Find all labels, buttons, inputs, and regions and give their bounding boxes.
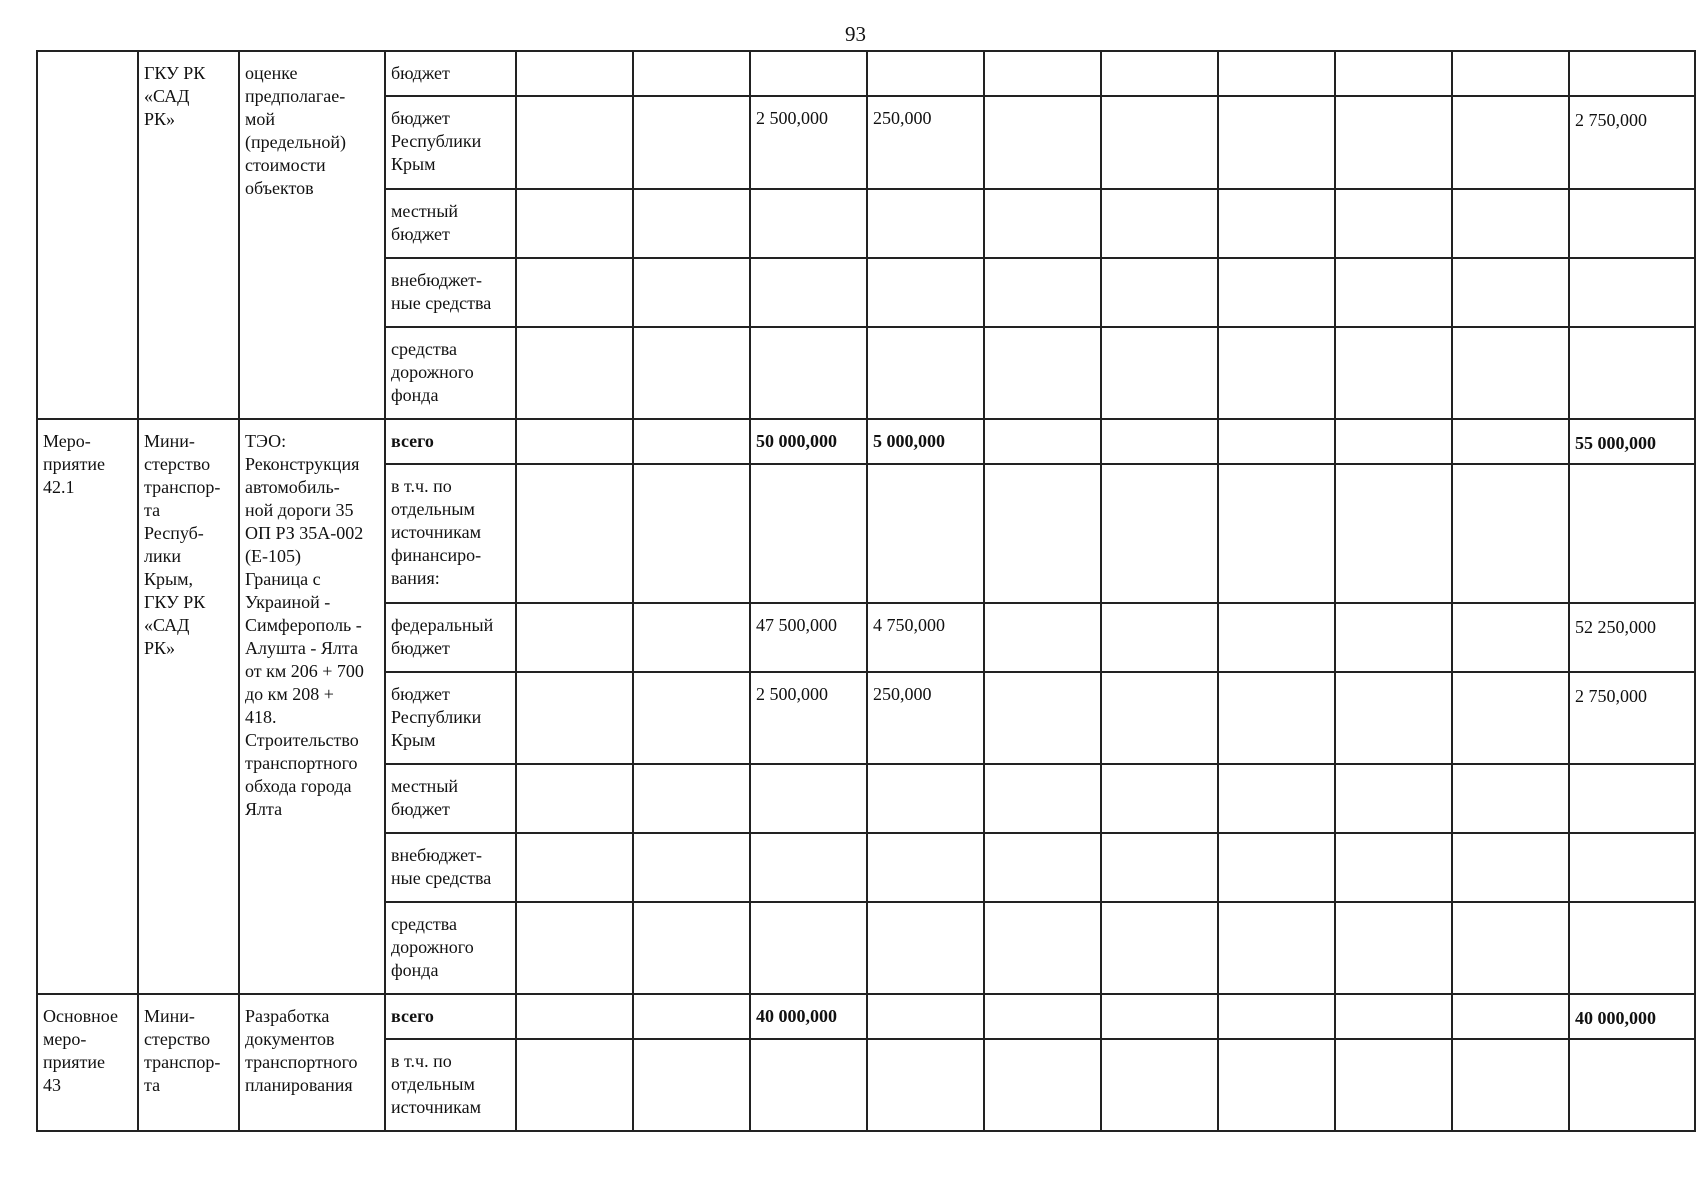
amount-cell: 250,000: [867, 96, 984, 189]
amount-cell: 250,000: [867, 672, 984, 764]
total-cell: 2 750,000: [1569, 96, 1695, 189]
amount-cell: 47 500,000: [750, 603, 867, 672]
event-name-cell: [239, 51, 385, 419]
total-cell: 2 750,000: [1569, 672, 1695, 764]
table-row: [37, 419, 1695, 464]
funding-source-cell: всего: [385, 994, 516, 1039]
event-number-cell: [37, 51, 138, 419]
executor-line: «САД: [144, 86, 190, 106]
amount-cell: 2 500,000: [750, 96, 867, 189]
budget-table: [36, 50, 1696, 1132]
funding-source-cell: федеральный бюджет: [385, 603, 516, 672]
table-row: [37, 51, 1695, 96]
amount-cell: 5 000,000: [867, 419, 984, 464]
total-cell: 55 000,000: [1569, 419, 1695, 464]
amount-cell: 4 750,000: [867, 603, 984, 672]
event-name-line: предполагае-: [245, 86, 346, 106]
total-cell: 40 000,000: [1569, 994, 1695, 1039]
funding-source-cell: всего: [385, 419, 516, 464]
amount-cell: 50 000,000: [750, 419, 867, 464]
executor-cell: Мини- стерство транспор- та: [138, 994, 239, 1131]
event-number-cell: Меро- приятие 42.1: [37, 419, 138, 994]
funding-source-cell: средства дорожного фонда: [385, 327, 516, 419]
event-name-line: оценке: [245, 63, 298, 83]
event-number-cell: Основное меро- приятие 43: [37, 994, 138, 1131]
funding-source-cell: в т.ч. по отдельным источникам: [385, 1039, 516, 1131]
funding-source-cell: бюджет Республики Крым: [385, 672, 516, 764]
amount-cell: 40 000,000: [750, 994, 867, 1039]
event-name-line: объектов: [245, 178, 314, 198]
funding-source-cell: бюджет: [385, 51, 516, 96]
executor-cell: [138, 51, 239, 419]
funding-source-cell: местный бюджет: [385, 189, 516, 258]
page-number: 93: [845, 22, 866, 46]
table-row: [37, 994, 1695, 1039]
event-name-line: мой: [245, 109, 276, 129]
funding-source-cell: внебюджет- ные средства: [385, 258, 516, 327]
funding-source-cell: внебюджет- ные средства: [385, 833, 516, 902]
total-cell: 52 250,000: [1569, 603, 1695, 672]
funding-source-cell: бюджет Республики Крым: [385, 96, 516, 189]
event-name-line: стоимости: [245, 155, 326, 175]
funding-source-cell: средства дорожного фонда: [385, 902, 516, 994]
executor-cell: Мини- стерство транспор- та Респуб- лики Крым, ГКУ РК «САД РК»: [138, 419, 239, 994]
executor-line: РК»: [144, 109, 176, 129]
funding-source-cell: местный бюджет: [385, 764, 516, 833]
executor-line: ГКУ РК: [144, 63, 206, 83]
event-name-cell: ТЭО: Реконструкция автомобиль- ной дороги 35 ОП РЗ 35А-002 (Е-105) Граница с Украиной - Симферополь - Алушта - Ялта от км 206 + 700 до км 208 + 418. Строительство транспортного обхода города Ялта: [239, 419, 385, 994]
funding-source-cell: в т.ч. по отдельным источникам финансиро- вания:: [385, 464, 516, 603]
event-name-line: (предельной): [245, 132, 346, 152]
amount-cell: 2 500,000: [750, 672, 867, 764]
event-name-cell: Разработка документов транспортного планирования: [239, 994, 385, 1131]
